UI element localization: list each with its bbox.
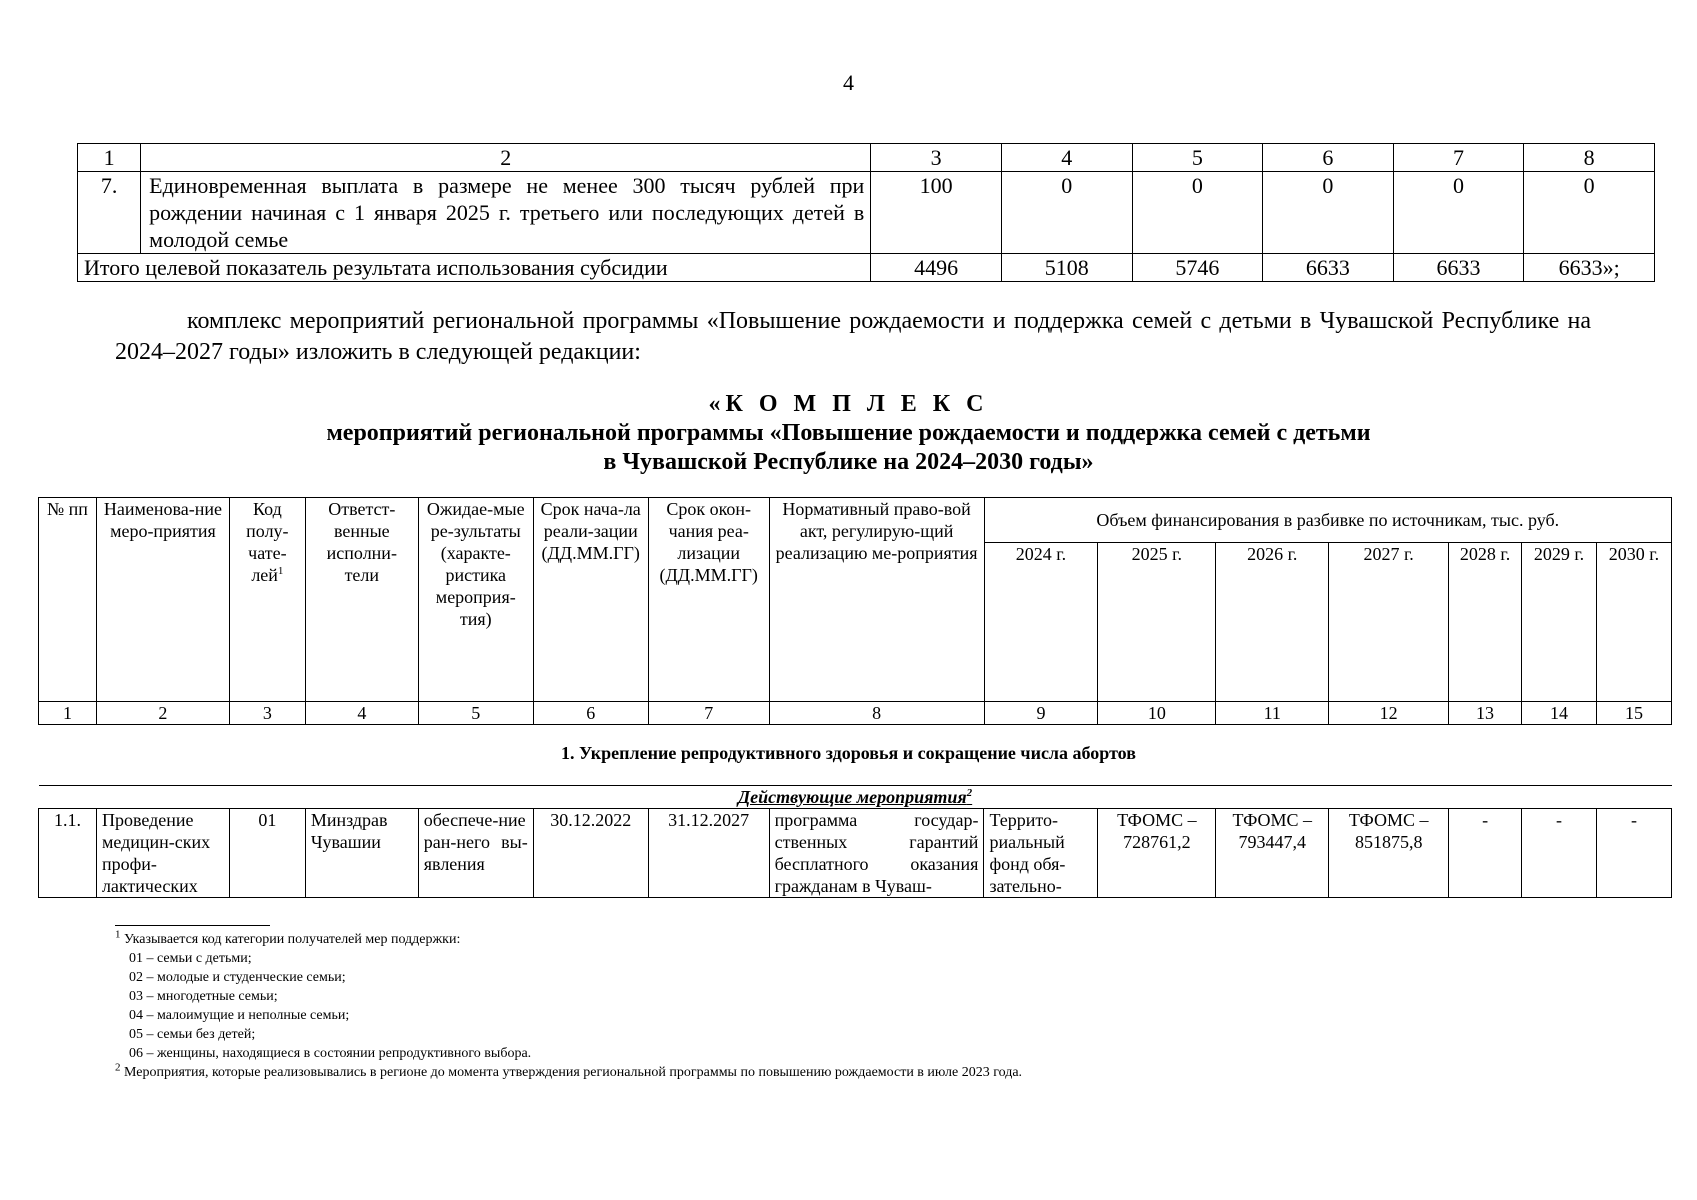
value-cell: 0 (1393, 172, 1524, 254)
header-cell: 3 (871, 144, 1002, 172)
column-number: 4 (305, 702, 418, 725)
column-number: 11 (1216, 702, 1329, 725)
footnote-1 (115, 930, 1615, 949)
legal-act: программа государ-ственных гарантий бесплатного оказания гражданам в Чуваш- (769, 809, 984, 898)
footnote-separator (115, 925, 270, 926)
section-title: 1. Укрепление репродуктивного здоровья и сокращение числа абортов (561, 743, 1136, 763)
row-description: Единовременная выплата в размере не менее 300 тысяч рублей при рождении начиная с 1 января 2025 г. третьего или последующих детей в молодой семье (141, 172, 871, 254)
column-number: 9 (984, 702, 1098, 725)
value-cell: 100 (871, 172, 1002, 254)
footnote-item: 06 – женщины, находящиеся в состоянии репродуктивного выбора. (129, 1046, 532, 1061)
value-cell: 0 (1001, 172, 1132, 254)
header-cell: 1 (78, 144, 141, 172)
footnote-item: 04 – малоимущие и неполные семьи; (129, 1008, 350, 1023)
footnote-mark: 1 (115, 928, 121, 941)
col-header-year: 2027 г. (1329, 543, 1449, 702)
program-table-header (38, 497, 1672, 725)
header-cell: 5 (1132, 144, 1263, 172)
total-value: 6633 (1393, 254, 1524, 282)
column-number: 5 (418, 702, 533, 725)
total-value: 6633»; (1524, 254, 1655, 282)
col-header-code (229, 498, 305, 702)
subheader-row (39, 786, 1672, 809)
header-cell: 7 (1393, 144, 1524, 172)
row-number: 1.1. (39, 809, 97, 898)
funding-2029: - (1522, 809, 1597, 898)
table-row (78, 172, 1655, 254)
column-number: 14 (1522, 702, 1597, 725)
funding-2027: ТФОМС – 851875,8 (1329, 809, 1449, 898)
col-header-year: 2024 г. (984, 543, 1098, 702)
value-cell: 0 (1524, 172, 1655, 254)
program-table-body (38, 785, 1672, 898)
col-header-start: Срок нача-ла реали-зации (ДД.ММ.ГГ) (533, 498, 648, 702)
header-cell: 2 (141, 144, 871, 172)
col-header-legal-act: Нормативный право-вой акт, регулирую-щий реализацию ме-роприятия (769, 498, 984, 702)
funding-2028: - (1449, 809, 1522, 898)
column-number: 8 (769, 702, 984, 725)
col-header-end: Срок окон-чания реа-лизации (ДД.ММ.ГГ) (648, 498, 769, 702)
expected-result: обеспече-ние ран-него вы-явления (418, 809, 533, 898)
footnote-item: 01 – семьи с детьми; (129, 951, 252, 966)
funding-2026: ТФОМС – 793447,4 (1216, 809, 1329, 898)
document-subtitle: мероприятий региональной программы «Повышение рождаемости и поддержка семей с детьми (326, 420, 1371, 446)
funding-2030: - (1596, 809, 1671, 898)
footnote-2 (115, 1063, 1615, 1082)
subheader-text: Действующие мероприятия (737, 787, 967, 807)
footnotes (115, 930, 1615, 1082)
value-cell: 0 (1263, 172, 1394, 254)
column-number: 10 (1098, 702, 1216, 725)
column-number: 3 (229, 702, 305, 725)
footnote-text: Указывается код категории получателей мер поддержки: (124, 932, 461, 947)
column-number: 6 (533, 702, 648, 725)
document-subtitle-line2: в Чувашской Республике на 2024–2030 годы» (603, 449, 1094, 475)
total-value: 5746 (1132, 254, 1263, 282)
col-header-number: № пп (39, 498, 97, 702)
activity-name: Проведение медицин-ских профи-лактических (96, 809, 229, 898)
header-cell: 6 (1263, 144, 1394, 172)
column-number: 13 (1449, 702, 1522, 725)
col-header-funding: Объем финансирования в разбивке по источникам, тыс. руб. (984, 498, 1671, 543)
footnote-item: 03 – многодетные семьи; (129, 989, 278, 1004)
col-header-responsible: Ответст-венные исполни-тели (305, 498, 418, 702)
total-value: 5108 (1001, 254, 1132, 282)
col-header-year: 2026 г. (1216, 543, 1329, 702)
column-number: 12 (1329, 702, 1449, 725)
footnote-text: Мероприятия, которые реализовывались в регионе до момента утверждения региональной программы по повышению рождаемости в июле 2023 года. (124, 1065, 1023, 1080)
row-number: 7. (78, 172, 141, 254)
footnote-item: 02 – молодые и студенческие семьи; (129, 970, 346, 985)
end-date: 31.12.2027 (648, 809, 769, 898)
page-number: 4 (843, 70, 854, 95)
col-header-year: 2028 г. (1449, 543, 1522, 702)
footnote-item: 05 – семьи без детей; (129, 1027, 256, 1042)
column-number: 1 (39, 702, 97, 725)
total-label: Итого целевой показатель результата использования субсидии (78, 254, 871, 282)
funding-2025: ТФОМС – 728761,2 (1098, 809, 1216, 898)
recipient-code: 01 (229, 809, 305, 898)
value-cell: 0 (1132, 172, 1263, 254)
col-header-code-text: Код полу-чате-лей (246, 499, 289, 585)
header-cell: 4 (1001, 144, 1132, 172)
responsible: Минздрав Чувашии (305, 809, 418, 898)
total-value: 4496 (871, 254, 1002, 282)
column-numbers-row (39, 702, 1672, 725)
header-cell: 8 (1524, 144, 1655, 172)
footnote-ref: 2 (966, 787, 973, 799)
col-header-year: 2029 г. (1522, 543, 1597, 702)
col-header-year: 2025 г. (1098, 543, 1216, 702)
total-value: 6633 (1263, 254, 1394, 282)
footnote-ref: 1 (277, 565, 284, 577)
indicator-table-header (78, 144, 1655, 172)
start-date: 30.12.2022 (533, 809, 648, 898)
body-paragraph: комплекс мероприятий региональной программы «Повышение рождаемости и поддержка семей с детьми в Чувашской Республике на 2024–2027 годы» изложить в следующей редакции: (115, 308, 1591, 365)
subheader-cell (39, 786, 1672, 809)
document-title: «К О М П Л Е К С (708, 391, 989, 417)
table-row (39, 809, 1672, 898)
column-number: 2 (96, 702, 229, 725)
col-header-results: Ожидае-мые ре-зультаты (характе-ристика мероприя-тия) (418, 498, 533, 702)
funding-2024: Террито-риальный фонд обя-зательно- (984, 809, 1098, 898)
footnote-mark: 2 (115, 1061, 121, 1074)
col-header-year: 2030 г. (1596, 543, 1671, 702)
column-number: 15 (1596, 702, 1671, 725)
column-number: 7 (648, 702, 769, 725)
indicator-table (77, 143, 1655, 282)
col-header-name: Наименова-ние меро-приятия (96, 498, 229, 702)
total-row (78, 254, 1655, 282)
